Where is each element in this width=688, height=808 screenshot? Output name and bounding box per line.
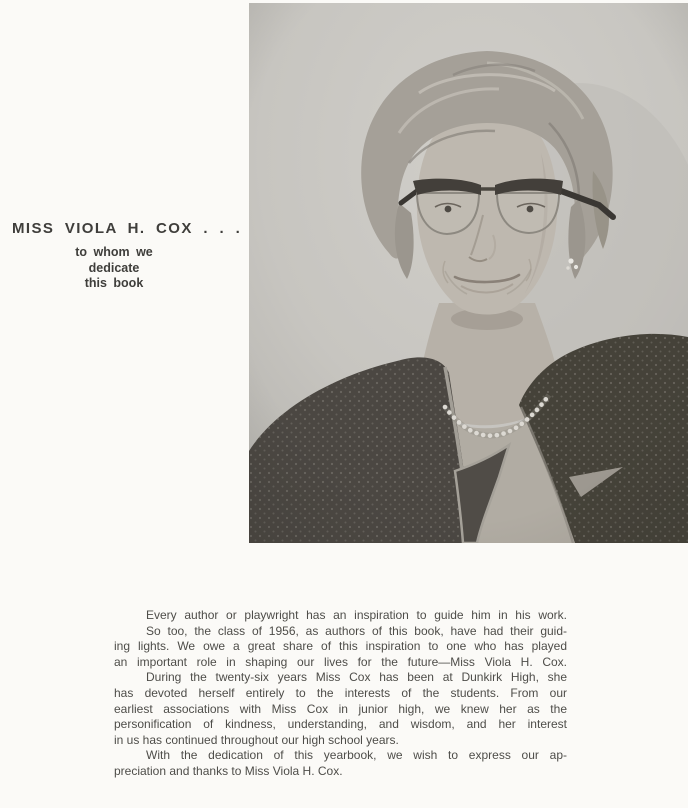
dedication-text-line: has devoted herself entirely to the interests of the students. From our [114,685,567,700]
dedication-text-line: earliest associations with Miss Cox in junior high, we knew her as the [114,701,567,716]
dedication-text-line: So too, the class of 1956, as authors of this book, have had their guid- [146,623,567,638]
dedication-tagline-line: to whom we [75,245,153,259]
portrait-illustration [249,3,688,543]
dedication-text-line: personification of kindness, understanding, and wisdom, and her interest [114,717,567,732]
dedication-text-line: preciation and thanks to Miss Viola H. Cox. [114,763,343,778]
dedication-text-line: With the dedication of this yearbook, we wish to express our ap- [146,748,567,763]
dedication-tagline-line: dedicate [88,260,140,275]
dedication-text-line: During the twenty-six years Miss Cox has been at Dunkirk High, she [146,670,567,685]
dedicatee-name-heading: MISS VIOLA H. COX . . . [12,220,242,237]
dedication-text-line: in us has continued throughout our high school years. [114,732,399,747]
dedication-tagline [36,245,192,292]
dedication-text-line: an important role in shaping our lives for the future—Miss Viola H. Cox. [114,654,567,669]
dedication-tagline-line: this book [84,276,144,290]
portrait-photo [249,3,688,543]
dedication-paragraphs [114,608,567,780]
dedication-text-line: Every author or playwright has an inspiration to guide him in his work. [146,608,567,622]
dedication-text-line: ing lights. We owe a great share of this inspiration to one who has played [114,639,567,654]
